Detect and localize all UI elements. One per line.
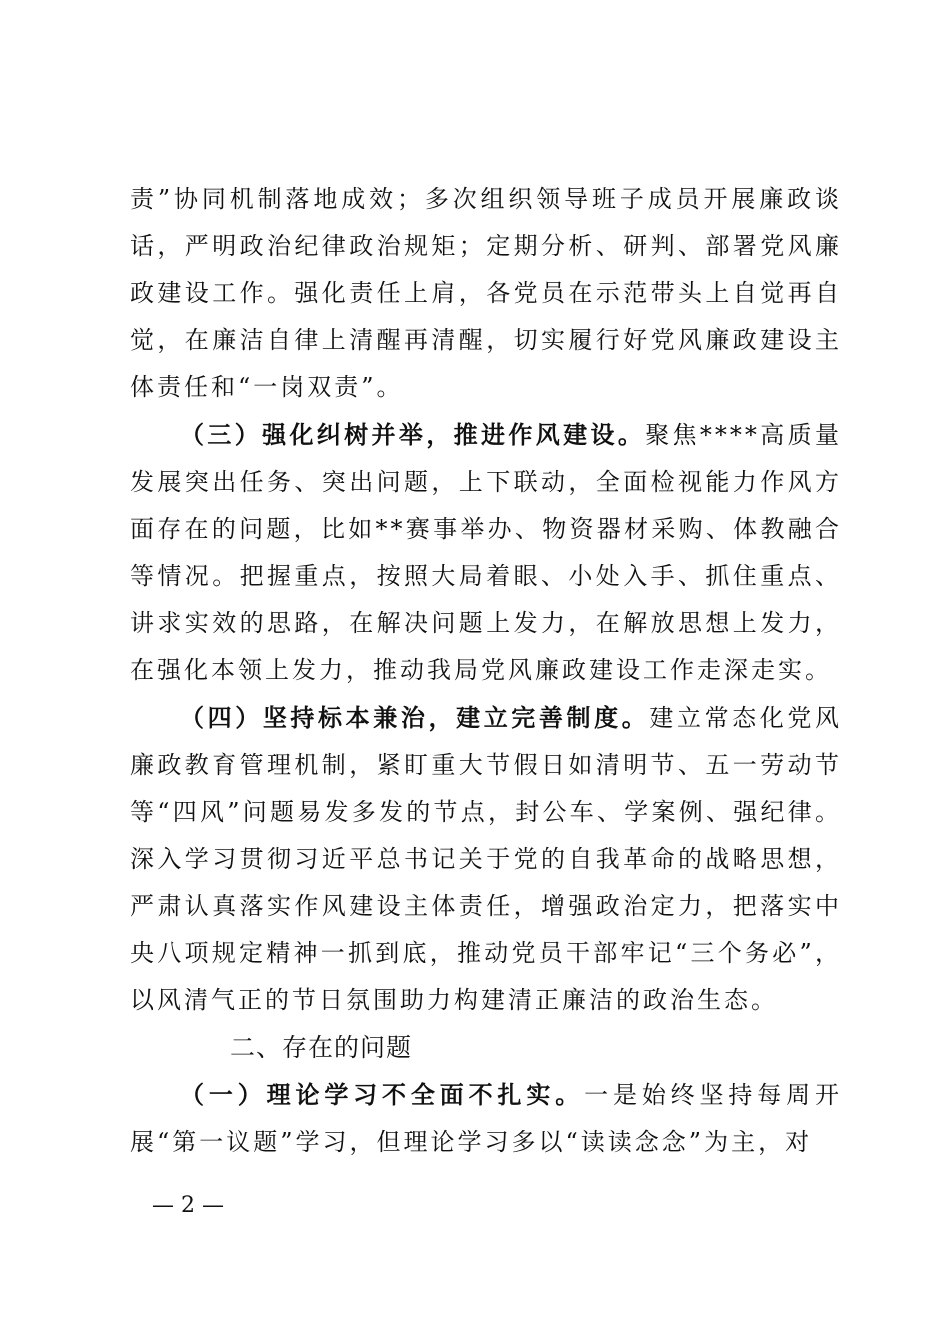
paragraph-lead: （四）坚持标本兼治，建立完善制度。 (180, 703, 650, 732)
section-heading: 二、存在的问题 (230, 1033, 413, 1062)
paragraph-section-three (130, 411, 842, 694)
paragraph-section-four (130, 694, 842, 1024)
page-number: — 2 — (152, 1193, 224, 1218)
body-text (130, 176, 842, 1166)
paragraph-text: 责”协同机制落地成效；多次组织领导班子成员开展廉政谈话，严明政治纪律政治规矩；定期分析、研判、部署党风廉政建设工作。强化责任上肩，各党员在示范带头上自觉再自觉，在廉洁自律上清醒再清醒，切实履行好党风廉政建设主体责任和“一岗双责”。 (130, 185, 842, 401)
paragraph-text: 一是始终坚持每周开展“第一议题”学习，但理论学习多以“读读念念”为主，对 (130, 1081, 843, 1156)
paragraph-lead: （一）理论学习不全面不扎实。 (180, 1080, 585, 1109)
paragraph-text: 建立常态化党风廉政教育管理机制，紧盯重大节假日如清明节、五一劳动节等“四风”问题易发多发的节点，封公车、学案例、强纪律。深入学习贯彻习近平总书记关于党的自我革命的战略思想，严肃认真落实作风建设主体责任，增强政治定力，把落实中央八项规定精神一抓到底，推动党员干部牢记“三个务必”，以风清气正的节日氛围助力构建清正廉洁的政治生态。 (130, 704, 843, 1014)
paragraph-continuation (130, 176, 842, 411)
paragraph-issue-one (130, 1071, 842, 1166)
paragraph-text: 聚焦****高质量发展突出任务、突出问题，上下联动，全面检视能力作风方面存在的问题，比如**赛事举办、物资器材采购、体教融合等情况。把握重点，按照大局着眼、小处入手、抓住重点、讲求实效的思路，在解决问题上发力，在解放思想上发力，在强化本领上发力，推动我局党风廉政建设工作走深走实。 (130, 421, 843, 684)
paragraph-lead: （三）强化纠树并举，推进作风建设。 (180, 420, 646, 449)
